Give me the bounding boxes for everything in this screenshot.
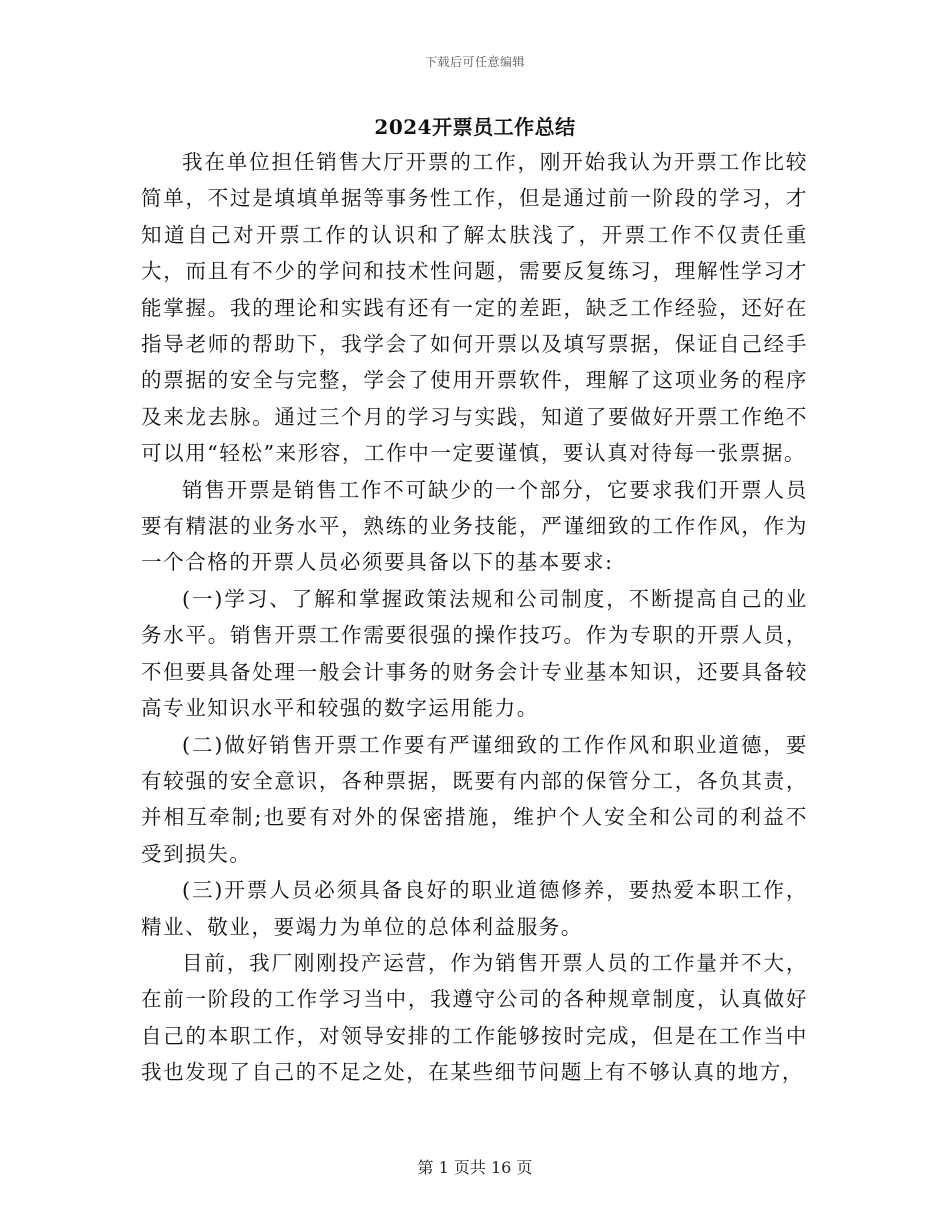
document-body [141, 144, 808, 1091]
paragraph: 目前，我厂刚刚投产运营，作为销售开票人员的工作量并不大，在前一阶段的工作学习当中，我遵守公司的各种规章制度，认真做好自己的本职工作，对领导安排的工作能够按时完成，但是在工作当中我也发现了自己的不足之处，在某些细节问题上有不够认真的地方， [141, 950, 808, 1085]
header-note: 下载后可任意编辑 [424, 55, 525, 69]
paragraph: 销售开票是销售工作不可缺少的一个部分，它要求我们开票人员要有精湛的业务水平，熟练的业务技能，严谨细致的工作作风，作为一个合格的开票人员必须要具备以下的基本要求: [141, 477, 808, 575]
paragraph: 我在单位担任销售大厅开票的工作，刚开始我认为开票工作比较简单，不过是填填单据等事务性工作，但是通过前一阶段的学习，才知道自己对开票工作的认识和了解太肤浅了，开票工作不仅责任重大，而且有不少的学问和技术性问题，需要反复练习，理解性学习才能掌握。我的理论和实践有还有一定的差距，缺乏工作经验，还好在指导老师的帮助下，我学会了如何开票以及填写票据，保证自己经手的票据的安全与完整，学会了使用开票软件，理解了这项业务的程序及来龙去脉。通过三个月的学习与实践，知道了要做好开票工作绝不可以用“轻松”来形容，工作中一定要谨慎，要认真对待每一张票据。 [141, 150, 808, 466]
document-title: 2024开票员工作总结 [374, 115, 576, 139]
paragraph: (一)学习、了解和掌握政策法规和公司制度，不断提高自己的业务水平。销售开票工作需要很强的操作技巧。作为专职的开票人员，不但要具备处理一般会计事务的财务会计专业基本知识，还要具备较高专业知识水平和较强的数字运用能力。 [141, 586, 808, 721]
paragraph: (三)开票人员必须具备良好的职业道德修养，要热爱本职工作，精业、敬业，要竭力为单位的总体利益服务。 [141, 878, 808, 939]
paragraph: (二)做好销售开票工作要有严谨细致的工作作风和职业道德，要有较强的安全意识，各种票据，既要有内部的保管分工，各负其责，并相互牵制;也要有对外的保密措施，维护个人安全和公司的利益不受到损失。 [141, 732, 808, 866]
page-number: 第 1 页共 16 页 [417, 1158, 533, 1177]
